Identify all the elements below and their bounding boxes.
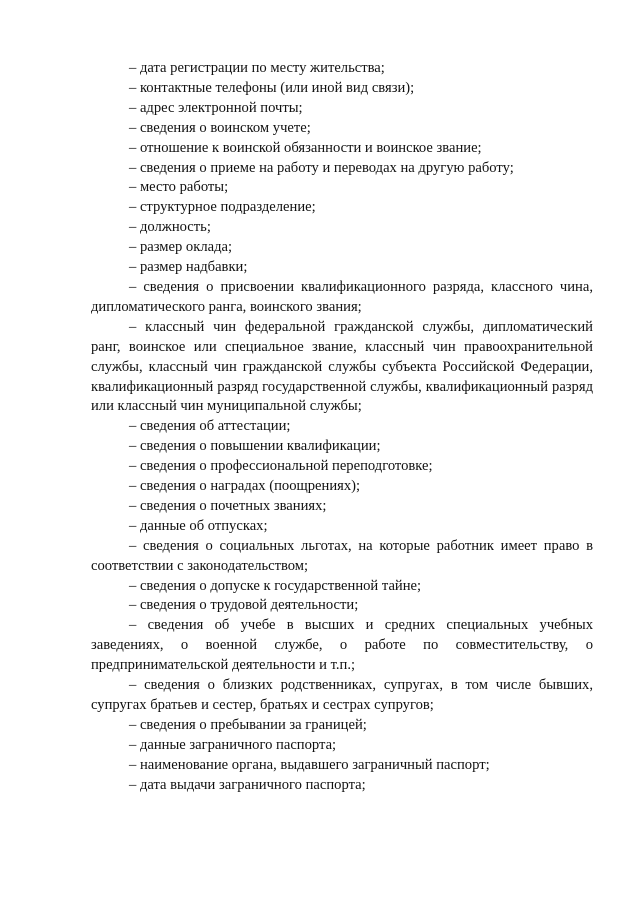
list-item: – данные заграничного паспорта; [129,736,337,753]
document-page [91,59,593,796]
list-item: – дата выдачи заграничного паспорта; [129,776,366,793]
list-item: – сведения о присвоении квалификационного разряда, классного чина, дипломатического ранга, воинского звания; [91,278,593,315]
list-item: – сведения о трудовой деятельности; [129,597,359,614]
list-item: – сведения об учебе в высших и средних специальных учебных заведениях, о военной службе, о работе по совместительству, о предпринимательской деятельности и т.п.; [91,617,593,674]
list-item: – структурное подразделение; [129,199,316,216]
list-item: – сведения об аттестации; [129,418,291,435]
list-item: – место работы; [129,179,229,196]
list-item: – сведения о почетных званиях; [129,497,327,514]
list-item: – адрес электронной почты; [129,99,303,116]
list-item: – сведения о профессиональной переподготовке; [129,458,433,475]
list-item: – классный чин федеральной гражданской службы, дипломатический ранг, воинское или специальное звание, классный чин правоохранительной службы, классный чин гражданской службы субъекта Российской Федерации, квалификационный разряд государственной службы, квалификационный разряд или классный чин муниципальной службы; [91,318,593,415]
list-item: – сведения о приеме на работу и переводах на другую работу; [129,159,514,176]
list-item: – размер оклада; [129,239,233,256]
list-item: – наименование органа, выдавшего заграничный паспорт; [129,756,490,773]
list-item: – сведения о воинском учете; [129,119,311,136]
list-item: – размер надбавки; [129,259,248,276]
list-item: – сведения о пребывании за границей; [129,716,367,733]
list-item: – должность; [129,219,211,236]
list-item: – сведения о повышении квалификации; [129,438,381,455]
list-item: – сведения о близких родственниках, супругах, в том числе бывших, супругах братьев и сестер, братьях и сестрах супругов; [91,677,593,713]
list-item: – сведения о социальных льготах, на которые работник имеет право в соответствии с законодательством; [91,537,593,574]
list-item: – контактные телефоны (или иной вид связи); [129,79,415,96]
list-item: – данные об отпусках; [129,517,268,534]
list-item: – дата регистрации по месту жительства; [129,60,385,76]
list-item: – сведения о допуске к государственной тайне; [129,577,422,594]
list-item: – отношение к воинской обязанности и воинское звание; [129,139,482,156]
list-item: – сведения о наградах (поощрениях); [129,478,361,495]
